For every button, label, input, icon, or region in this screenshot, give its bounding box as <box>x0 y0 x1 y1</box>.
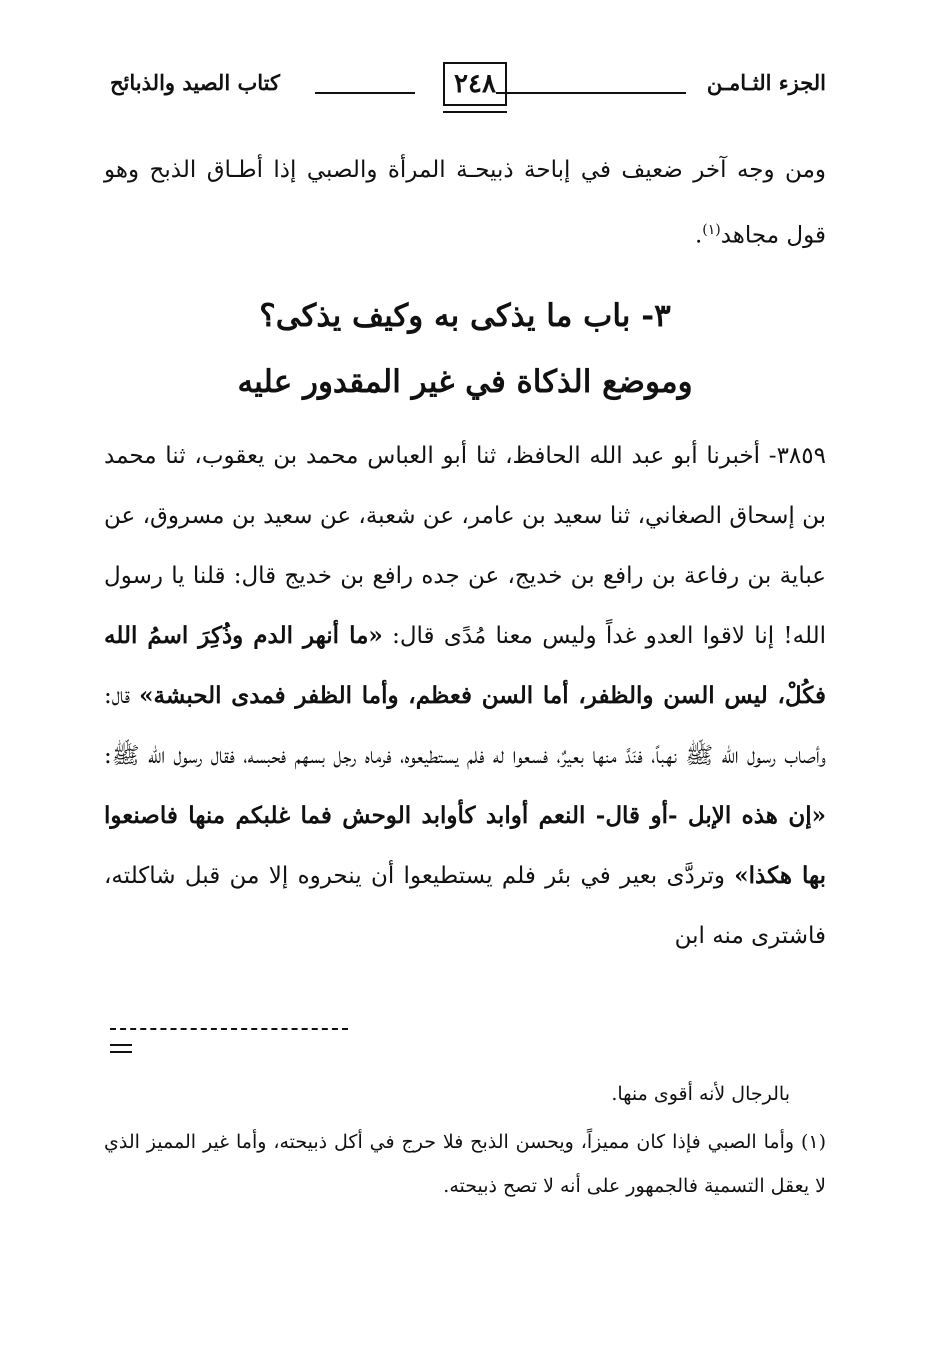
running-header <box>110 62 826 112</box>
hadith-paragraph <box>104 426 826 966</box>
hadith-text-1: ٣٨٥٩- أخبرنا أبو عبد الله الحافظ، ثنا أبو العباس محمد بن يعقوب، ثنا محمد بن إسحاق الصغاني، ثنا سعيد بن عامر، عن شعبة، عن سعيد بن مسروق، عن عباية بن رفاعة بن رافع بن خديج، عن جده رافع بن خديج قال: قلنا يا رسول الله! إنا لاقوا العدو غداً وليس معنا مُدًى قال: <box>104 443 826 649</box>
footnote-1-marker: (١) <box>800 1131 826 1153</box>
hadith-quote-1: «ما أنهر الدم وذُكِرَ اسمُ الله فكُلْ، ليس السن والظفر، أما السن فعظم، وأما الظفر فمدى الحبشة» <box>104 622 826 709</box>
footnote-continuation: بالرجال لأنه أقوى منها. <box>611 1083 790 1105</box>
header-rule-right <box>496 92 686 94</box>
page-number: ٢٤٨ <box>443 62 507 106</box>
book-title: كتاب الصيد والذبائح <box>110 70 280 95</box>
footnote-1-text: وأما الصبي فإذا كان مميزاً، ويحسن الذبح فلا حرج في أكل ذبيحته، وأما غير المميز الذي لا يعقل التسمية فالجمهور على أنه لا تصح ذبيحته. <box>104 1131 826 1197</box>
footnote-marker: (١) <box>702 222 721 238</box>
intro-paragraph <box>104 140 826 266</box>
hadith-text-2: قال: وأصاب رسول الله ﷺ نهباً، فنَدَّ منها بعيرٌ، فسعوا له فلم يستطيعوه، فرماه رجل بسهم فحبسه، فقال رسول الله ﷺ: <box>104 683 826 769</box>
intro-text: ومن وجه آخر ضعيف في إباحة ذبيحـة المرأة والصبي إذا أطـاق الذبح وهو قول مجاهد <box>104 157 826 249</box>
footnote-1 <box>104 1120 826 1208</box>
footnote-separator-mark-b <box>110 1051 132 1053</box>
volume-label: الجزء الثـامـن <box>706 70 826 95</box>
footnote-separator-mark-a <box>110 1044 132 1046</box>
chapter-title-line2: وموضع الذكاة في غير المقدور عليه <box>237 364 693 400</box>
page-number-underline <box>443 111 507 113</box>
hadith-text-3: وتردَّى بعير في بئر فلم يستطيعوا أن ينحروه إلا من قبل شاكلته، فاشترى منه ابن <box>104 863 826 949</box>
intro-end: . <box>694 222 703 249</box>
footnote-separator <box>110 1028 348 1030</box>
header-rule-left <box>315 92 415 94</box>
chapter-title-line1: ٣- باب ما يذكى به وكيف يذكى؟ <box>259 298 671 334</box>
hadith-quote-2: «إن هذه الإبل -أو قال- النعم أوابد كأوابد الوحش فما غلبكم منها فاصنعوا بها هكذا» <box>104 802 827 889</box>
